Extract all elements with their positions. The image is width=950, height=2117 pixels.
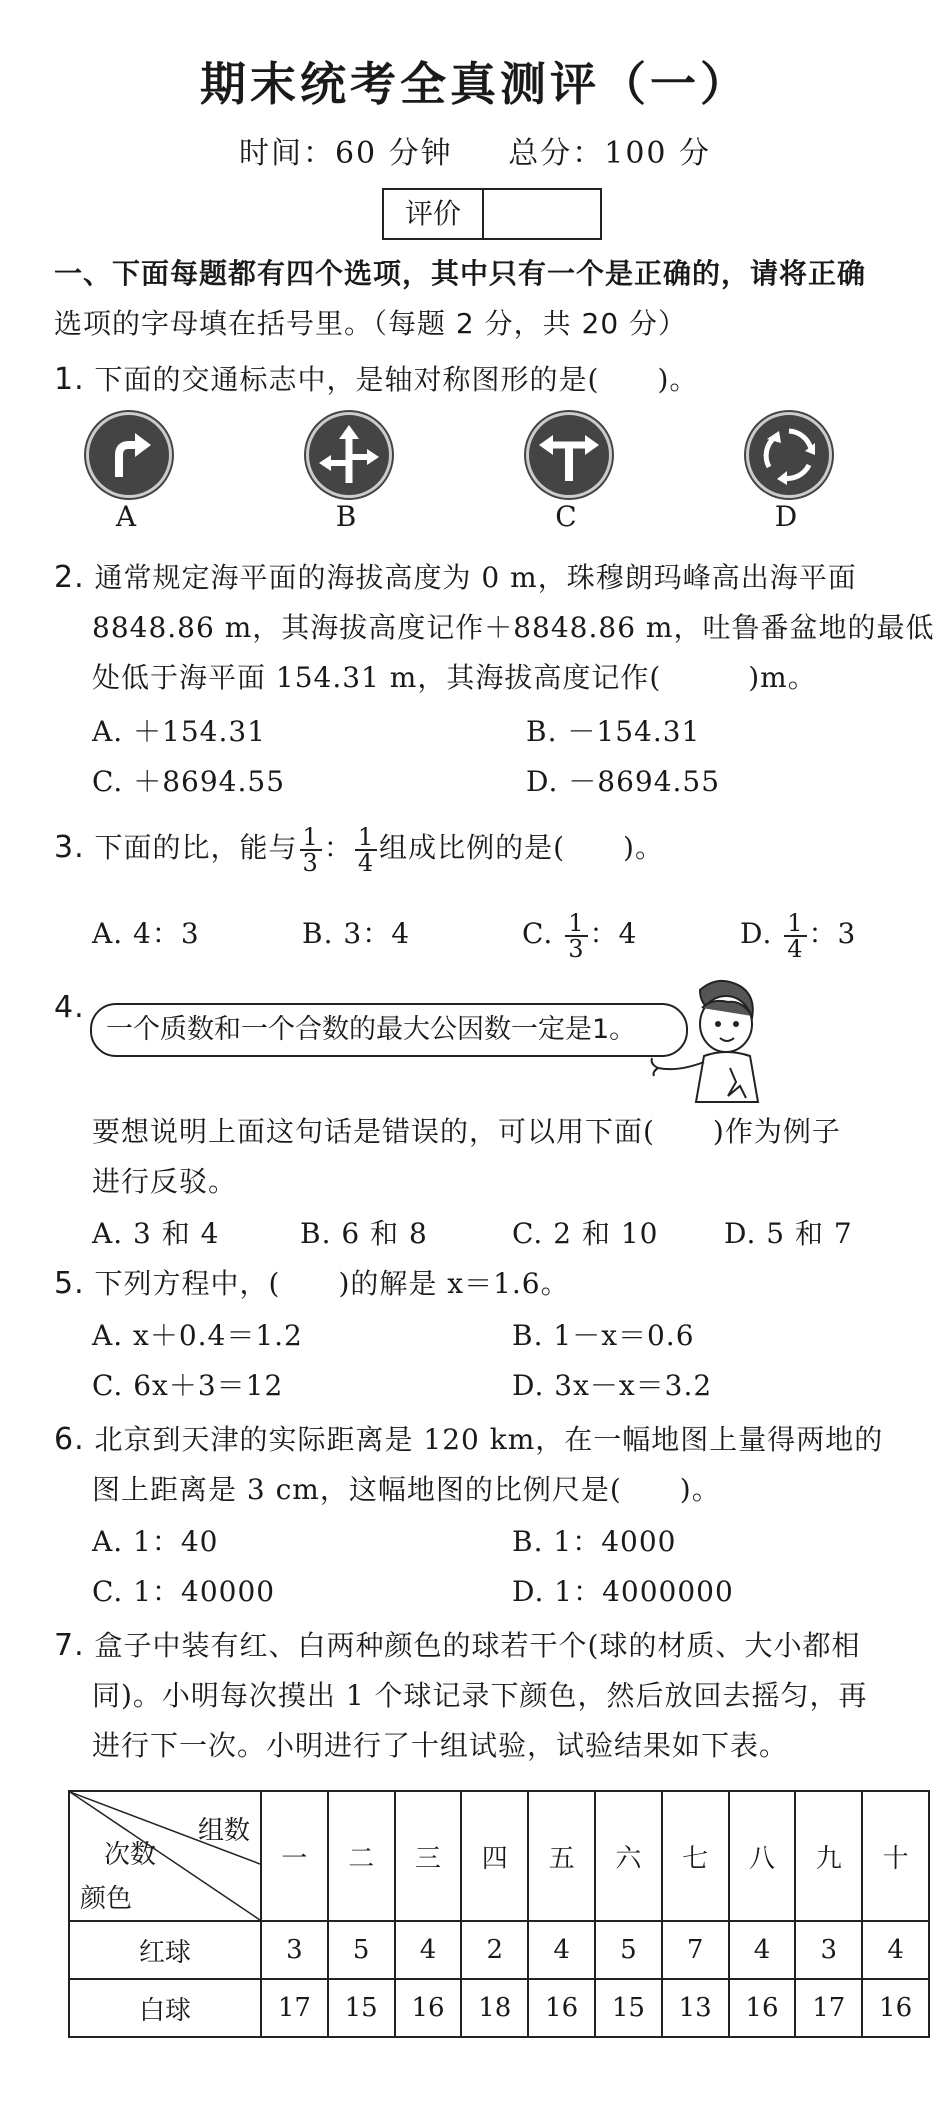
option-d: D. －8694.55 [526, 765, 721, 798]
option-b: B. 6 和 8 [300, 1217, 428, 1250]
table-cell: 4 [729, 1921, 796, 1979]
corner-color-label: 颜色 [80, 1884, 133, 1914]
question-7-line2: 同)。小明每次摸出 1 个球记录下颜色，然后放回去摇匀，再 [92, 1679, 868, 1712]
ratio-colon: ： [323, 831, 353, 864]
question-number: 7. [54, 1628, 85, 1663]
option-d: D. 1：4000000 [512, 1575, 734, 1608]
question-2-line2: 8848.86 m，其海拔高度记作＋8848.86 m，吐鲁番盆地的最低 [92, 611, 935, 644]
question-6 [54, 1418, 883, 1458]
question-text: 下列方程中，( )的解是 x＝1.6。 [94, 1267, 570, 1300]
group-header: 一 [261, 1791, 328, 1921]
fraction-one-fourth: $\frac{1}{4}$ [784, 911, 806, 961]
speech-bubble: 一个质数和一个合数的最大公因数一定是1。 [90, 1003, 688, 1057]
question-4-line2: 进行反驳。 [92, 1165, 238, 1198]
option-b: B. 1－x＝0.6 [512, 1319, 695, 1352]
results-table [68, 1790, 930, 2038]
sign-a-label: A [115, 500, 137, 533]
table-row [69, 1921, 929, 1979]
option-a: A. 4：3 [92, 917, 200, 950]
question-number: 5. [54, 1266, 85, 1301]
option-a: A. 3 和 4 [92, 1217, 220, 1250]
sign-b-straight-left-right-icon [306, 412, 392, 498]
table-cell: 16 [729, 1979, 796, 2037]
exam-info [0, 128, 950, 172]
table-cell: 18 [461, 1979, 528, 2037]
sign-b-label: B [335, 500, 357, 533]
option-c: C. ＋8694.55 [92, 765, 286, 798]
table-cell: 3 [795, 1921, 862, 1979]
group-header: 七 [662, 1791, 729, 1921]
option-c: C. $\frac{1}{3}$ ：4 [522, 908, 638, 963]
question-number: 1. [54, 362, 85, 397]
exam-score: 总分：100 分 [508, 136, 712, 171]
table-header-row [69, 1791, 929, 1921]
table-cell: 17 [261, 1979, 328, 2037]
question-2-line3: 处低于海平面 154.31 m，其海拔高度记作( )m。 [92, 661, 817, 694]
table-cell: 15 [328, 1979, 395, 2037]
question-text-post: 组成比例的是( )。 [379, 831, 664, 864]
option-b: B. 3：4 [302, 917, 411, 950]
question-2 [54, 556, 857, 596]
evaluation-label: 评价 [384, 190, 484, 238]
option-b: B. 1：4000 [512, 1525, 677, 1558]
table-cell: 4 [528, 1921, 595, 1979]
table-cell: 2 [461, 1921, 528, 1979]
question-3 [54, 818, 664, 878]
evaluation-blank [484, 190, 600, 238]
row-label-white: 白球 [69, 1979, 261, 2037]
table-row [69, 1979, 929, 2037]
option-d: D. 5 和 7 [724, 1217, 853, 1250]
group-header: 五 [528, 1791, 595, 1921]
corner-count-label: 次数 [104, 1840, 157, 1870]
group-header: 九 [795, 1791, 862, 1921]
option-a: A. ＋154.31 [92, 715, 266, 748]
question-7 [54, 1624, 860, 1664]
question-line: 通常规定海平面的海拔高度为 0 m，珠穆朗玛峰高出海平面 [94, 561, 857, 594]
group-header: 八 [729, 1791, 796, 1921]
table-cell: 5 [595, 1921, 662, 1979]
corner-group-label: 组数 [197, 1816, 250, 1846]
table-cell: 5 [328, 1921, 395, 1979]
sign-d-roundabout-icon [746, 412, 832, 498]
question-6-line2: 图上距离是 3 cm，这幅地图的比例尺是( )。 [92, 1473, 721, 1506]
question-number: 2. [54, 560, 85, 595]
sign-c-left-right-icon [526, 412, 612, 498]
exam-time: 时间：60 分钟 [238, 136, 453, 171]
question-line: 盒子中装有红、白两种颜色的球若干个(球的材质、大小都相 [94, 1629, 861, 1662]
fraction-one-fourth: $\frac{1}{4}$ [355, 825, 377, 875]
option-a: A. x＋0.4＝1.2 [92, 1319, 303, 1352]
sign-c-label: C [555, 500, 577, 533]
fraction-one-third: $\frac{1}{3}$ [565, 911, 587, 961]
table-cell: 3 [261, 1921, 328, 1979]
row-label-red: 红球 [69, 1921, 261, 1979]
question-text-pre: 下面的比，能与 [94, 831, 298, 864]
option-a: A. 1：40 [92, 1525, 219, 1558]
section-heading-line2: 选项的字母填在括号里。（每题 2 分，共 20 分） [54, 307, 688, 340]
option-c: C. 1：40000 [92, 1575, 276, 1608]
table-cell: 4 [395, 1921, 462, 1979]
question-5 [54, 1262, 570, 1302]
table-corner-cell [69, 1791, 261, 1921]
option-d: D. $\frac{1}{4}$ ：3 [740, 908, 857, 963]
table-cell: 15 [595, 1979, 662, 2037]
option-d: D. 3x－x＝3.2 [512, 1369, 713, 1402]
option-b: B. －154.31 [526, 715, 701, 748]
group-header: 六 [595, 1791, 662, 1921]
table-cell: 4 [862, 1921, 929, 1979]
table-cell: 16 [528, 1979, 595, 2037]
table-cell: 13 [662, 1979, 729, 2037]
table-cell: 16 [862, 1979, 929, 2037]
question-line: 北京到天津的实际距离是 120 km，在一幅地图上量得两地的 [94, 1423, 884, 1456]
group-header: 二 [328, 1791, 395, 1921]
page-title: 期末统考全真测评（一） [200, 57, 750, 111]
group-header: 十 [862, 1791, 929, 1921]
table-cell: 16 [395, 1979, 462, 2037]
table-cell: 17 [795, 1979, 862, 2037]
question-number: 6. [54, 1422, 85, 1457]
evaluation-box [382, 188, 602, 240]
question-number: 3. [54, 830, 85, 865]
option-c: C. 6x＋3＝12 [92, 1369, 284, 1402]
question-1 [54, 358, 698, 398]
fraction-one-third: $\frac{1}{3}$ [300, 825, 322, 875]
option-c: C. 2 和 10 [512, 1217, 659, 1250]
question-4-line1: 要想说明上面这句话是错误的，可以用下面( )作为例子 [92, 1115, 841, 1148]
group-header: 四 [461, 1791, 528, 1921]
sign-d-label: D [774, 500, 798, 533]
boy-illustration-icon [648, 972, 778, 1108]
table-cell: 7 [662, 1921, 729, 1979]
question-7-line3: 进行下一次。小明进行了十组试验，试验结果如下表。 [92, 1729, 789, 1762]
question-4-number: 4. [54, 990, 85, 1025]
question-text: 下面的交通标志中，是轴对称图形的是( )。 [94, 363, 699, 396]
sign-a-turn-right-icon [86, 412, 172, 498]
group-header: 三 [395, 1791, 462, 1921]
section-heading-line1: 一、下面每题都有四个选项，其中只有一个是正确的，请将正确 [54, 257, 867, 290]
